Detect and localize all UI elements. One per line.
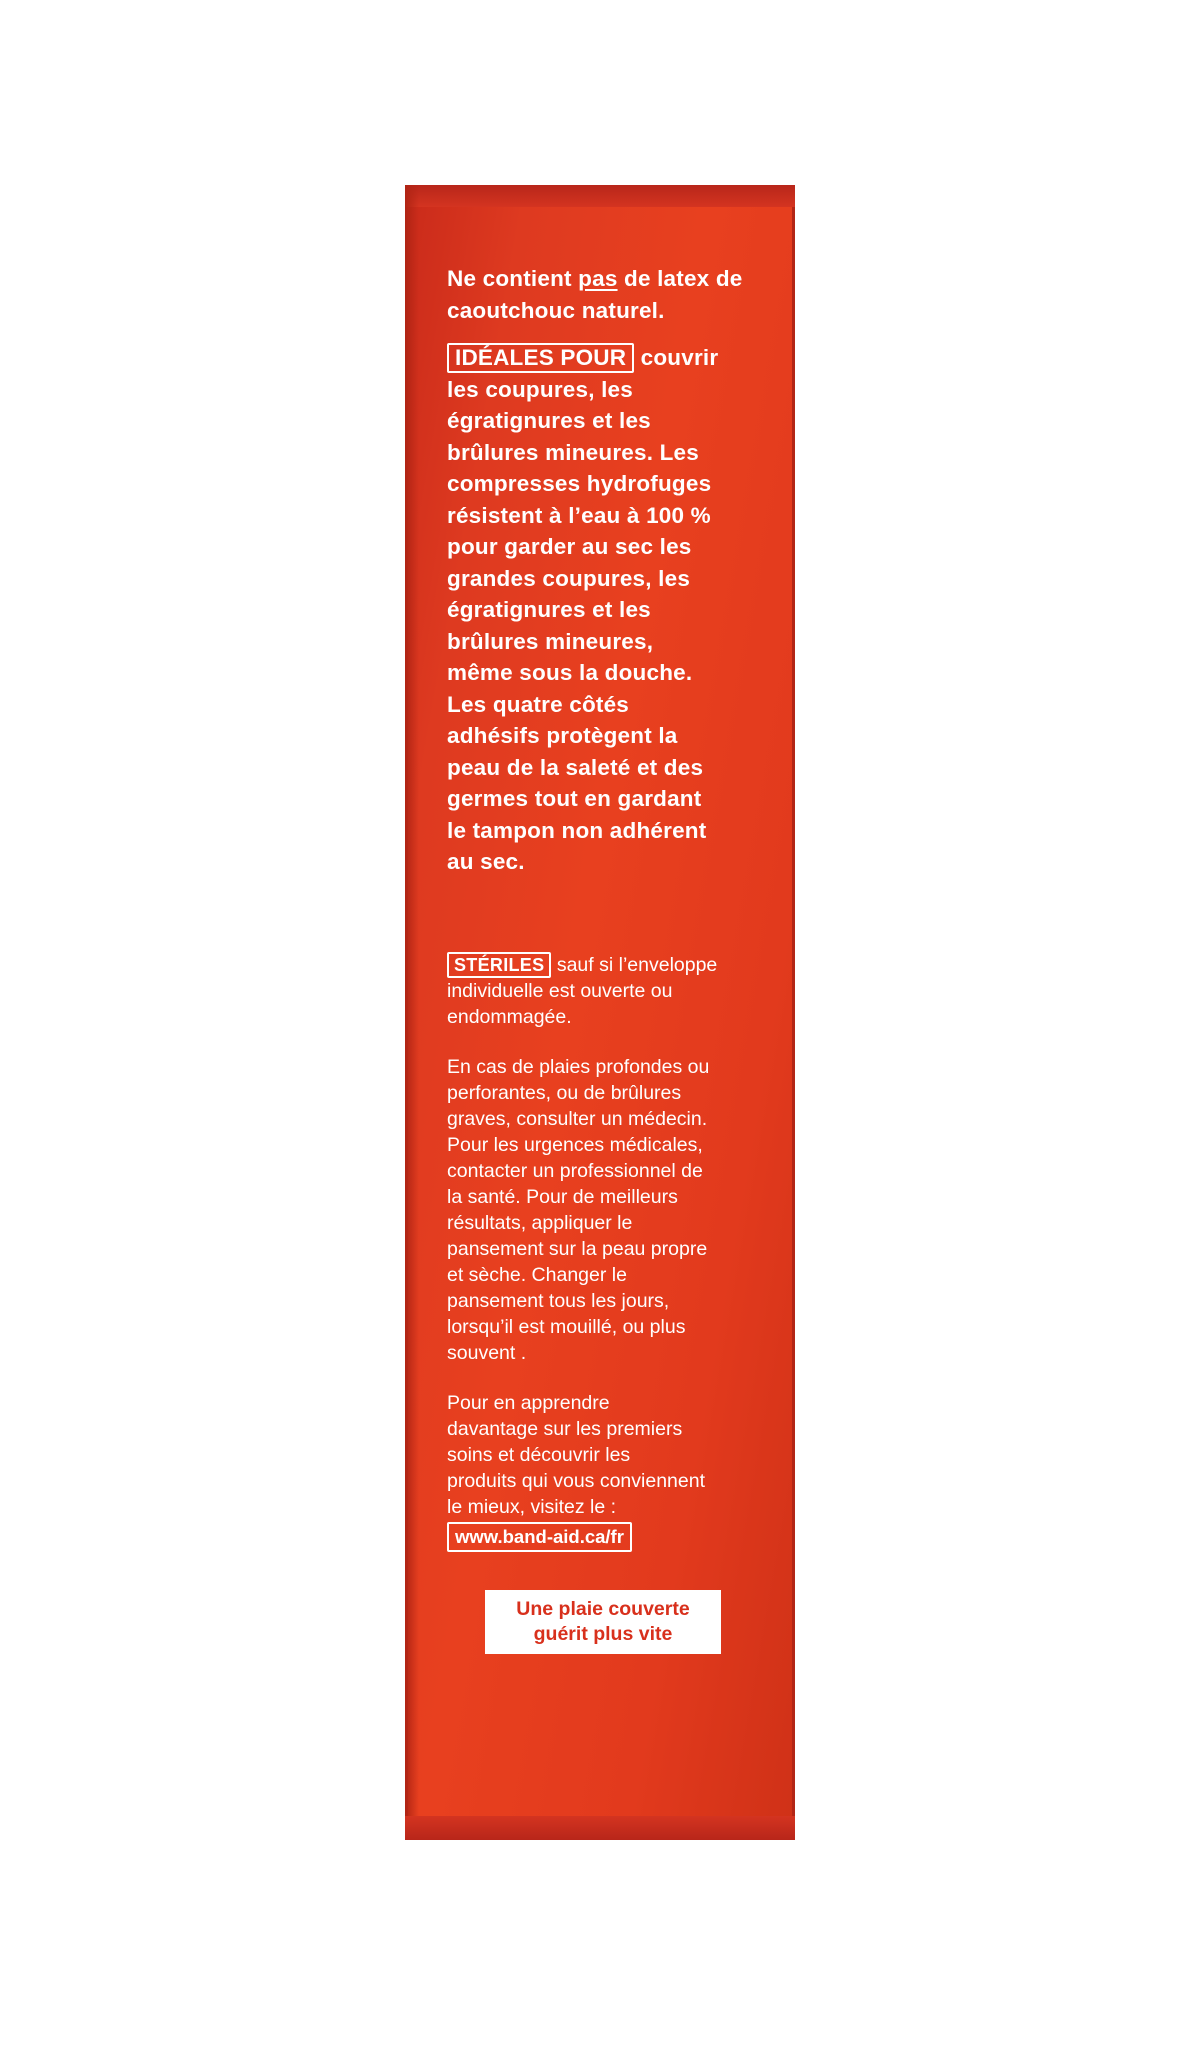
learn-more-text: Pour en apprendre davantage sur les premiers soins et découvrir les produits qui vous conviennent le mieux, visitez le : (447, 1391, 706, 1518)
medical-advice-paragraph: En cas de plaies profondes ou perforantes, ou de brûlures graves, consulter un médecin. Pour les urgences médicales, contacter un professionnel de la santé. Pour de meilleurs résultats, appliquer le pansement sur la peau propre et sèche. Changer le pansement tous les jours, lorsqu’il est mouillé, ou plus souvent . (447, 1055, 710, 1364)
steriles-text: sauf si l’enveloppe individuelle est ouverte ou endommagée. (447, 953, 718, 1028)
slogan-badge: Une plaie couverte guérit plus vite (485, 1590, 721, 1654)
intro-before: Ne contient (447, 266, 579, 291)
product-box-side-panel (405, 185, 795, 1840)
intro-after: de latex de caoutchouc naturel. (447, 266, 743, 323)
intro-underlined-word: pas (578, 266, 618, 291)
box-bottom-flap (405, 1816, 795, 1840)
ideales-text: couvrir les coupures, les égratignures et les brûlures mineures. Les compresses hydrofuges résistent à l’eau à 100 % pour garder au sec les grandes coupures, les égratignures et les brûlures mineures, même sous la douche. Les quatre côtés adhésifs protègent la peau de la saleté et des germes tout en gardant le tampon non adhérent au sec. (447, 345, 719, 874)
text-panel (447, 263, 767, 1552)
learn-more-paragraph (447, 1390, 767, 1552)
ideal-for-paragraph (447, 342, 767, 878)
box-left-edge-shading (405, 185, 419, 1840)
website-url: www.band-aid.ca/fr (447, 1522, 632, 1552)
box-top-flap (405, 185, 795, 207)
steriles-label: STÉRILES (447, 952, 551, 978)
latex-free-statement (447, 263, 767, 326)
ideales-pour-label: IDÉALES POUR (447, 343, 634, 373)
sterile-paragraph (447, 952, 767, 1030)
